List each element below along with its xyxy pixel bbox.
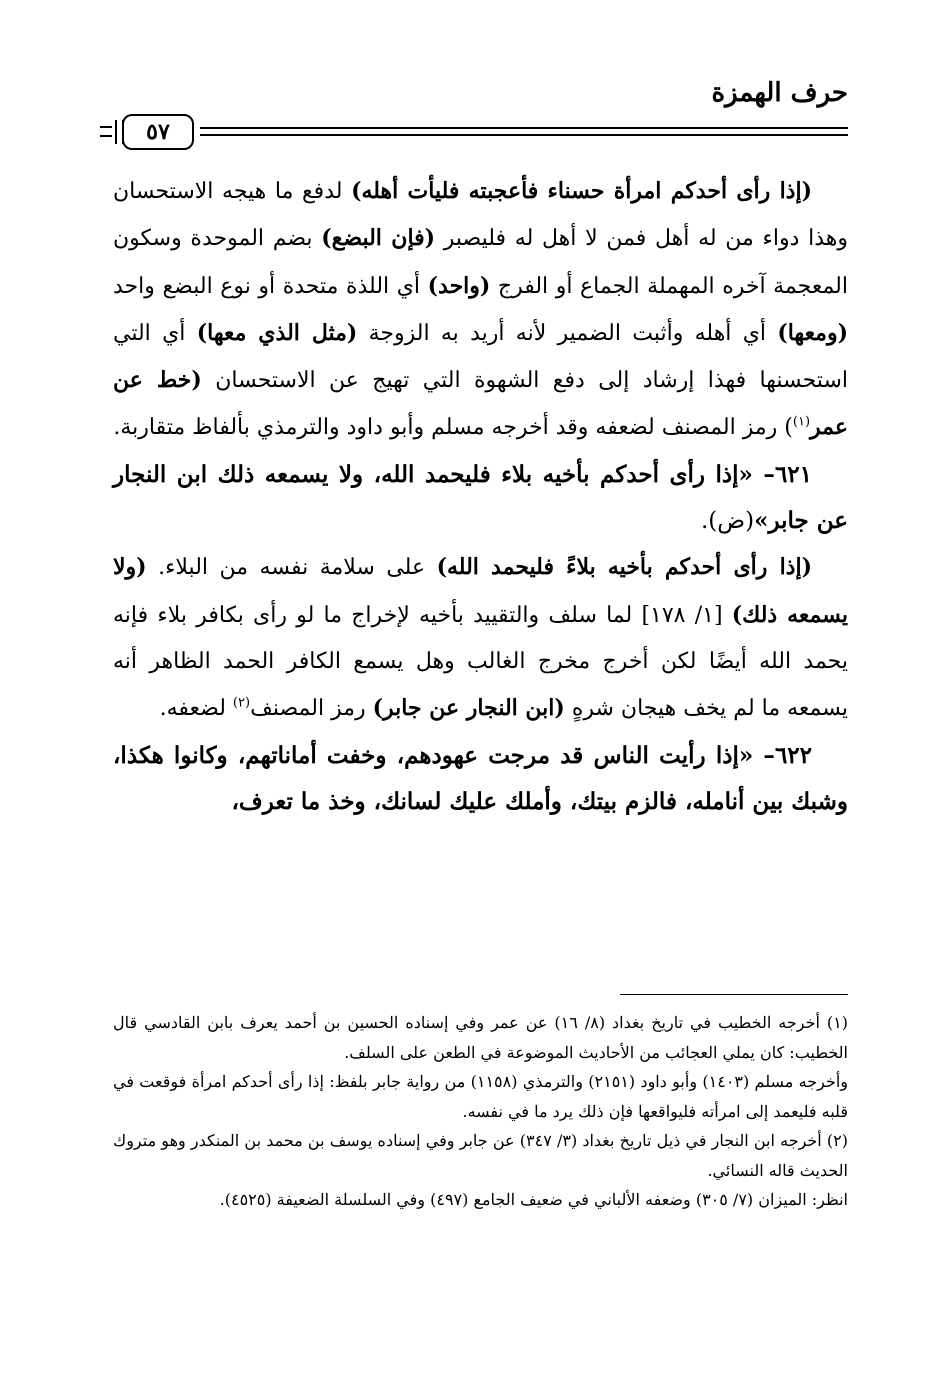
footnote-1: (١) أخرجه الخطيب في تاريخ بغداد (٨/ ١٦) عن عمر وفي إسناده الحسين بن أحمد يعرف بابن القادسي قال الخطيب: كان يملي العجائب من الأحاديث الموضوعة في الطعن على السلف. (113, 1013, 848, 1062)
hadith-621 (113, 452, 848, 545)
quoted-phrase: (واحد) (427, 272, 491, 299)
quoted-phrase: (ولا يسمعه ذلك) (113, 554, 848, 628)
quoted-hadith-phrase: (إذا رأى أحدكم بأخيه بلاءً فليحمد الله) (436, 554, 812, 581)
footnote-ref-2[interactable]: (٢) (232, 695, 251, 711)
hadith-number: ٦٢٢– (753, 741, 812, 769)
quoted-phrase: (فإن البضع) (321, 225, 436, 252)
commentary-text: لدفع ما هيجه الاستحسان وهذا دواء من له أهل فمن لا أهل له فليصبر (113, 179, 848, 252)
footnote-2-continuation: انظر: الميزان (٧/ ٣٠٥) وضعفه الألباني في ضعيف الجامع (٤٩٧) وفي السلسلة الضعيفة (٤٥٢٥). (219, 1190, 848, 1209)
commentary-paragraph-2 (113, 544, 848, 732)
commentary-text: بضم الموحدة وسكون المعجمة آخره المهملة الجماع أو الفرج (113, 226, 848, 299)
commentary-text: أي اللذة متحدة أو نوع البضع واحد (113, 273, 428, 299)
commentary-text: أي التي استحسنها فهذا إرشاد إلى دفع الشهوة التي تهيج عن الاستحسان (113, 320, 848, 394)
quoted-hadith-phrase: (إذا رأى أحدكم امرأة حسناء فأعجبته فليأت أهله) (351, 178, 813, 204)
source-attribution: (خط عن عمر (113, 367, 848, 441)
hadith-text: «إذا رأيت الناس قد مرجت عهودهم، وخفت أماناتهم، وكانوا هكذا، وشبك بين أنامله، فالزم بيتك، وأملك عليك لسانك، وخذ ما تعرف، (113, 741, 848, 815)
footnote-separator (620, 994, 848, 995)
commentary-text: رمز المصنف (250, 696, 373, 722)
source-attribution: (ابن النجار عن جابر) (372, 695, 565, 722)
main-text (113, 168, 848, 825)
hadith-text: «إذا رأى أحدكم بأخيه بلاء فليحمد الله، ولا يسمعه ذلك ابن النجار عن جابر» (113, 460, 848, 535)
footnote-ref-1[interactable]: (١) (792, 415, 811, 431)
commentary-paragraph-1 (113, 168, 848, 452)
commentary-text: ) رمز المصنف لضعفه وقد أخرجه مسلم وأبو داود والترمذي بألفاظ متقاربة. (113, 415, 793, 441)
quoted-phrase: (مثل الذي معها) (196, 319, 358, 346)
header-double-rule (200, 127, 848, 136)
commentary-text: أي أهله وأثبت الضمير لأنه أريد به الزوجة (357, 320, 778, 346)
commentary-text: لضعفه. (159, 696, 233, 722)
quoted-phrase: (ومعها) (777, 319, 848, 346)
page-number: ٥٧ (122, 114, 194, 150)
commentary-text: [١/ ١٧٨] لما سلف والتقييد بأخيه لإخراج ما لو رأى بكافر بلاء فإنه يحمد الله أيضًا لكن أخرج مخرج الغالب وهل يسمع الكافر الحمد الظاهر أنه يسمعه ما لم يخف هيجان شرهٍ (113, 602, 848, 722)
running-head: حرف الهمزة (711, 78, 848, 108)
hadith-number: ٦٢١– (752, 460, 812, 488)
commentary-text: على سلامة نفسه من البلاء. (146, 555, 437, 581)
footnote-2: (٢) أخرجه ابن النجار في ذيل تاريخ بغداد (٣/ ٣٤٧) عن جابر وفي إسناده يوسف بن محمد بن المنكدر وهو متروك الحديث قاله النسائي. (113, 1131, 848, 1180)
grading-symbol: (ض). (700, 508, 755, 535)
footnote-1-continuation: وأخرجه مسلم (١٤٠٣) وأبو داود (٢١٥١) والترمذي (١١٥٨) من رواية جابر بلفظ: إذا رأى أحدكم امرأة فوقعت في قلبه فليعمد إلى امرأته فليواقعها فإن ذلك يرد ما في نفسه. (113, 1072, 849, 1121)
header-rule-end-ornament (100, 126, 112, 137)
footnotes (113, 1008, 848, 1215)
hadith-622 (113, 733, 848, 826)
